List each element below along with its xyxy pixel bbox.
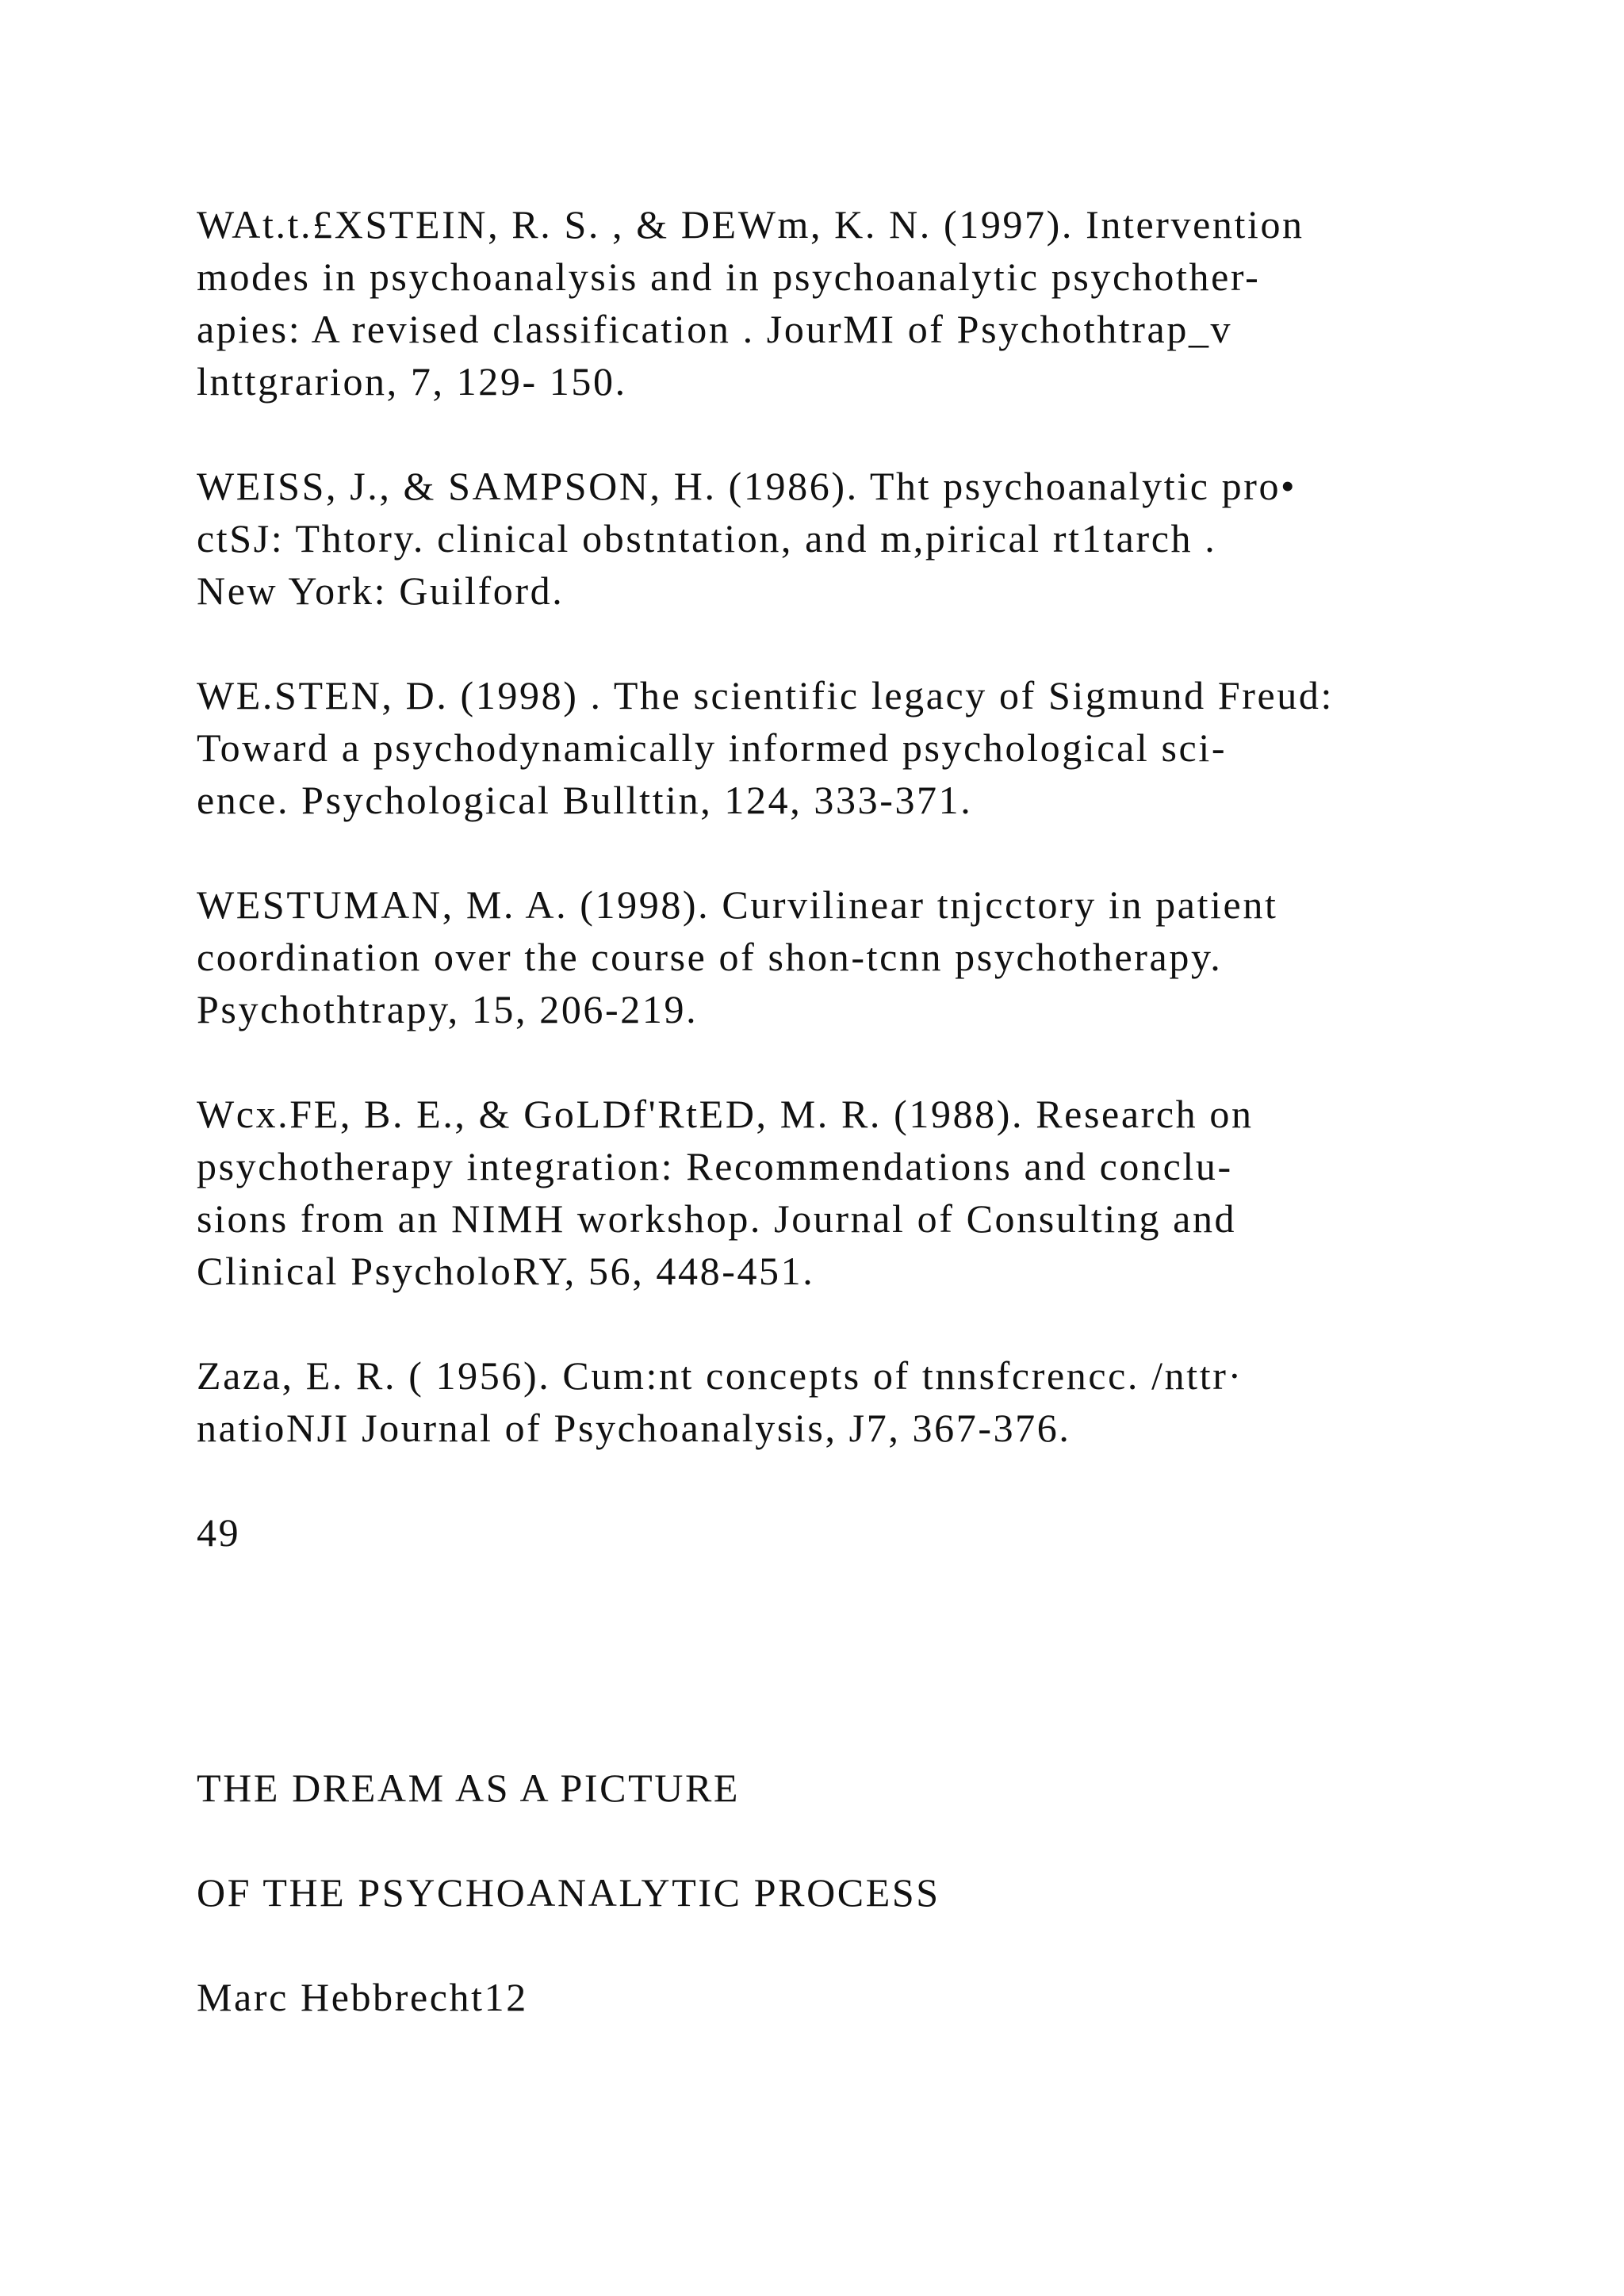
article-author: Marc Hebbrecht12	[197, 1975, 528, 2019]
reference-line: Toward a psychodynamically informed psychological sci-	[197, 725, 1228, 770]
reference-line: Zaza, E. R. ( 1956). Cum:nt concepts of tnnsfcrencc. /nttr·	[197, 1353, 1243, 1398]
reference-line: coordination over the course of shon-tcnn psychotherapy.	[197, 935, 1223, 979]
reference-line: WEISS, J., & SAMPSON, H. (1986). Tht psychoanalytic pro•	[197, 464, 1297, 508]
article-heading	[197, 1762, 1505, 2023]
reference-line: psychotherapy integration: Recommendations and conclu-	[197, 1144, 1233, 1188]
page-number: 49	[197, 1510, 241, 1555]
reference-entry	[197, 1349, 1505, 1454]
reference-line: Psychothtrapy, 15, 206-219.	[197, 987, 699, 1031]
reference-entry	[197, 1088, 1505, 1297]
reference-line: modes in psychoanalysis and in psychoanalytic psychother-	[197, 254, 1261, 299]
reference-line: Wcx.FE, B. E., & GoLDf'RtED, M. R. (1988). Research on	[197, 1092, 1254, 1136]
reference-entry	[197, 198, 1505, 408]
reference-line: ence. Psychological Bullttin, 124, 333-371.	[197, 778, 973, 822]
article-title-line-1: THE DREAM AS A PICTURE	[197, 1766, 741, 1810]
reference-list	[197, 198, 1505, 1559]
reference-entry	[197, 460, 1505, 617]
reference-line: WAt.t.£XSTEIN, R. S. , & DEWm, K. N. (1997). Intervention	[197, 202, 1304, 247]
reference-line: WE.STEN, D. (1998) . The scientific legacy of Sigmund Freud:	[197, 673, 1334, 718]
article-title-line-2: OF THE PSYCHOANALYTIC PROCESS	[197, 1870, 940, 1915]
reference-line: Clinical PsycholoRY, 56, 448-451.	[197, 1249, 815, 1293]
reference-line: New York: Guilford.	[197, 568, 565, 613]
reference-entry	[197, 878, 1505, 1035]
reference-line: sions from an NIMH workshop. Journal of Consulting and	[197, 1196, 1237, 1241]
reference-line: apies: A revised classification . JourMI of Psychothtrap_v	[197, 307, 1233, 351]
reference-line: WESTUMAN, M. A. (1998). Curvilinear tnjcctory in patient	[197, 882, 1278, 927]
reference-entry	[197, 669, 1505, 826]
reference-line: natioNJI Journal of Psychoanalysis, J7, 367-376.	[197, 1406, 1071, 1450]
reference-line: ctSJ: Thtory. clinical obstntation, and m,pirical rt1tarch .	[197, 516, 1217, 561]
reference-line: lnttgrarion, 7, 129- 150.	[197, 359, 627, 404]
